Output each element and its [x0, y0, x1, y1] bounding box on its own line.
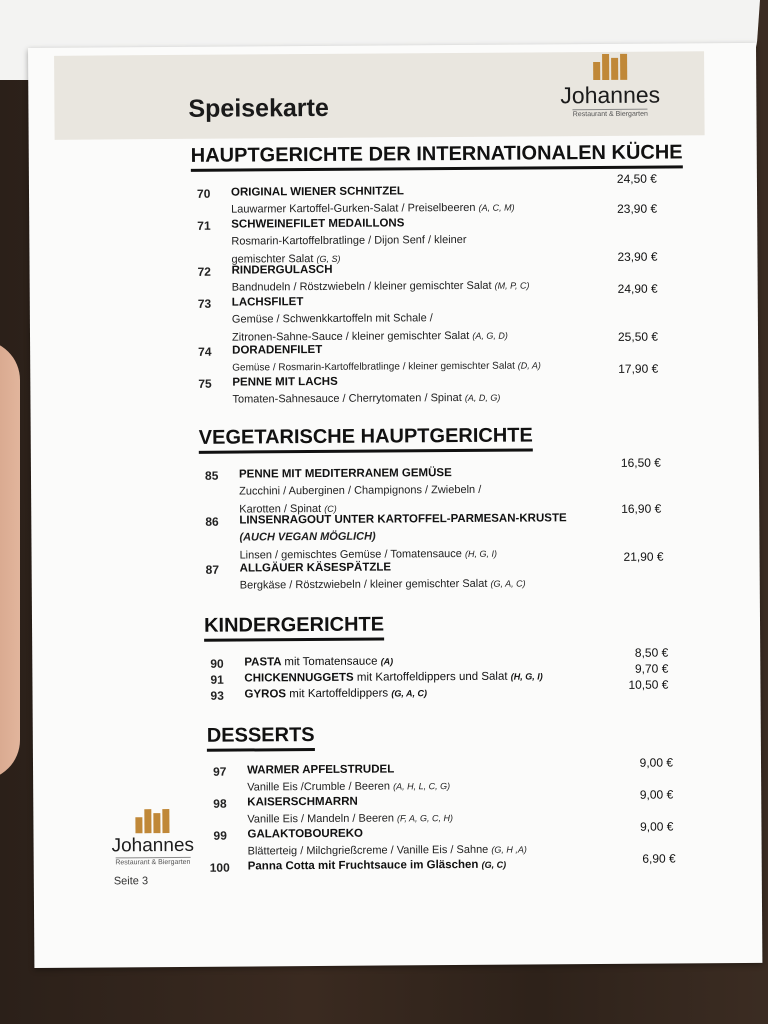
item-description: Vanille Eis /Crumble / Beeren (A, H, L, C, G) — [247, 780, 451, 794]
allergen-codes: (A) — [380, 656, 394, 667]
price-87: 21,90 € — [623, 549, 664, 564]
item-name: PENNE MIT MEDITERRANEM GEMÜSE — [238, 467, 452, 481]
item-number: 70 — [196, 186, 211, 201]
item-number: 93 — [210, 688, 224, 703]
item-description: Vanille Eis / Mandeln / Beeren (F, A, G, C, H) — [247, 812, 454, 826]
allergen-codes: (A, G, D) — [472, 330, 508, 341]
allergen-codes: (A, H, L, C, G) — [393, 781, 451, 792]
item-name: PASTA mit Tomatensauce (A) — [244, 655, 394, 669]
section-title-kids: KINDERGERICHTE — [204, 614, 384, 642]
item-description: Karotten / Spinat (C) — [239, 502, 337, 516]
allergen-codes: (A, D, G) — [464, 392, 501, 403]
item-name: LACHSFILET — [231, 296, 304, 309]
item-name: RINDERGULASCH — [231, 263, 333, 277]
item-description: Zitronen-Sahne-Sauce / kleiner gemischter Salat (A, G, D) — [231, 329, 508, 344]
item-number: 98 — [213, 796, 227, 811]
item-description: Lauwarmer Kartoffel-Gurken-Salat / Preiselbeeren (A, C, M) — [231, 201, 515, 216]
item-description: Blätterteig / Milchgrießcreme / Vanille Eis / Sahne (G, H ,A) — [247, 843, 527, 858]
allergen-codes: (G, C) — [481, 859, 507, 870]
item-name: SCHWEINEFILET MEDAILLONS — [231, 217, 405, 231]
item-description: Rosmarin-Kartoffelbratlinge / Dijon Senf / kleiner — [231, 233, 467, 248]
logo-name: Johannes — [111, 834, 195, 857]
section-title-main: HAUPTGERICHTE DER INTERNATIONALEN KÜCHE — [191, 141, 683, 171]
price-86: 16,90 € — [621, 501, 662, 516]
logo-name: Johannes — [560, 81, 661, 109]
item-name: LINSENRAGOUT UNTER KARTOFFEL-PARMESAN-KRUSTE — [239, 512, 567, 527]
item-name: GALAKTOBOUREKO — [247, 827, 363, 841]
item-number: 74 — [198, 344, 212, 359]
item-number: 99 — [213, 828, 227, 843]
item-number: 90 — [210, 656, 224, 671]
allergen-codes: (D, A) — [517, 360, 541, 371]
item-name: PENNE MIT LACHS — [232, 375, 338, 389]
allergen-codes: (G, S) — [316, 253, 341, 264]
item-name: DORADENFILET — [232, 343, 323, 357]
price-73: 24,90 € — [617, 281, 658, 296]
restaurant-logo-footer — [111, 807, 194, 867]
item-description: Gemüse / Schwenkkartoffeln mit Schale / — [231, 312, 433, 326]
item-description: Tomaten-Sahnesauce / Cherrytomaten / Spinat (A, D, G) — [232, 391, 501, 406]
page-number: Seite 3 — [113, 875, 149, 888]
item-name: ALLGÄUER KÄSESPÄTZLE — [239, 561, 392, 575]
price-75: 17,90 € — [618, 361, 659, 376]
allergen-codes: (F, A, G, C, H) — [396, 813, 454, 824]
allergen-codes: (G, H ,A) — [491, 844, 527, 855]
hand-holding-menu — [0, 340, 20, 780]
logo-subtitle: Restaurant & Biergarten — [572, 110, 648, 119]
allergen-codes: (H, G, I) — [510, 671, 543, 682]
item-number: 86 — [205, 514, 219, 529]
item-description: Linsen / gemischtes Gemüse / Tomatensauce (H, G, I) — [239, 547, 497, 562]
item-number: 85 — [204, 468, 219, 483]
price-90: 8,50 € — [634, 645, 669, 660]
logo-mark-icon — [593, 54, 627, 80]
price-93: 10,50 € — [628, 677, 669, 692]
item-description: Bandnudeln / Röstzwiebeln / kleiner gemischter Salat (M, P, C) — [231, 279, 530, 294]
item-name: KAISERSCHMARRN — [247, 795, 358, 809]
allergen-codes: (A, C, M) — [478, 202, 515, 213]
item-name: CHICKENNUGGETS mit Kartoffeldippers und Salat (H, G, I) — [244, 670, 543, 685]
item-name-note: (AUCH VEGAN MÖGLICH) — [239, 530, 376, 544]
price-70: 24,50 € — [616, 171, 657, 186]
price-91: 9,70 € — [634, 661, 669, 676]
logo-mark-icon — [136, 807, 170, 833]
item-name: WARMER APFELSTRUDEL — [247, 763, 395, 777]
price-71: 23,90 € — [617, 201, 658, 216]
allergen-codes: (G, A, C) — [490, 578, 526, 589]
price-74: 25,50 € — [617, 329, 659, 344]
item-description: gemischter Salat (G, S) — [231, 253, 341, 266]
price-98: 9,00 € — [639, 787, 674, 802]
item-description: Gemüse / Rosmarin-Kartoffelbratlinge / kleiner gemischter Salat (D, A) — [232, 360, 541, 374]
item-number: 91 — [210, 672, 224, 687]
restaurant-logo — [560, 54, 660, 119]
section-title-veg: VEGETARISCHE HAUPTGERICHTE — [199, 424, 533, 453]
allergen-codes: (C) — [324, 503, 337, 514]
price-97: 9,00 € — [639, 755, 674, 770]
page-title: Speisekarte — [188, 93, 329, 123]
item-description: Zucchini / Auberginen / Champignons / Zwiebeln / — [239, 483, 482, 498]
item-name: GYROS mit Kartoffeldippers (G, A, C) — [244, 687, 428, 701]
item-number: 87 — [205, 562, 220, 577]
price-72: 23,90 € — [617, 249, 658, 264]
item-number: 72 — [197, 264, 211, 279]
allergen-codes: (H, G, I) — [464, 548, 497, 559]
allergen-codes: (G, A, C) — [391, 688, 428, 699]
section-title-desserts: DESSERTS — [207, 724, 315, 752]
item-name: Panna Cotta mit Fruchtsauce im Gläschen (G, C) — [247, 858, 507, 873]
item-number: 73 — [197, 296, 212, 311]
logo-subtitle: Restaurant & Biergarten — [115, 858, 191, 867]
allergen-codes: (M, P, C) — [494, 280, 530, 291]
item-number: 100 — [209, 860, 230, 875]
price-100: 6,90 € — [642, 851, 676, 866]
price-85: 16,50 € — [620, 455, 661, 470]
item-number: 97 — [213, 764, 227, 779]
item-description: Bergkäse / Röstzwiebeln / kleiner gemischter Salat (G, A, C) — [239, 577, 526, 592]
price-99: 9,00 € — [640, 819, 674, 834]
item-number: 75 — [198, 376, 212, 391]
item-number: 71 — [197, 218, 211, 233]
item-name: ORIGINAL WIENER SCHNITZEL — [230, 185, 404, 199]
menu-page — [28, 43, 762, 968]
